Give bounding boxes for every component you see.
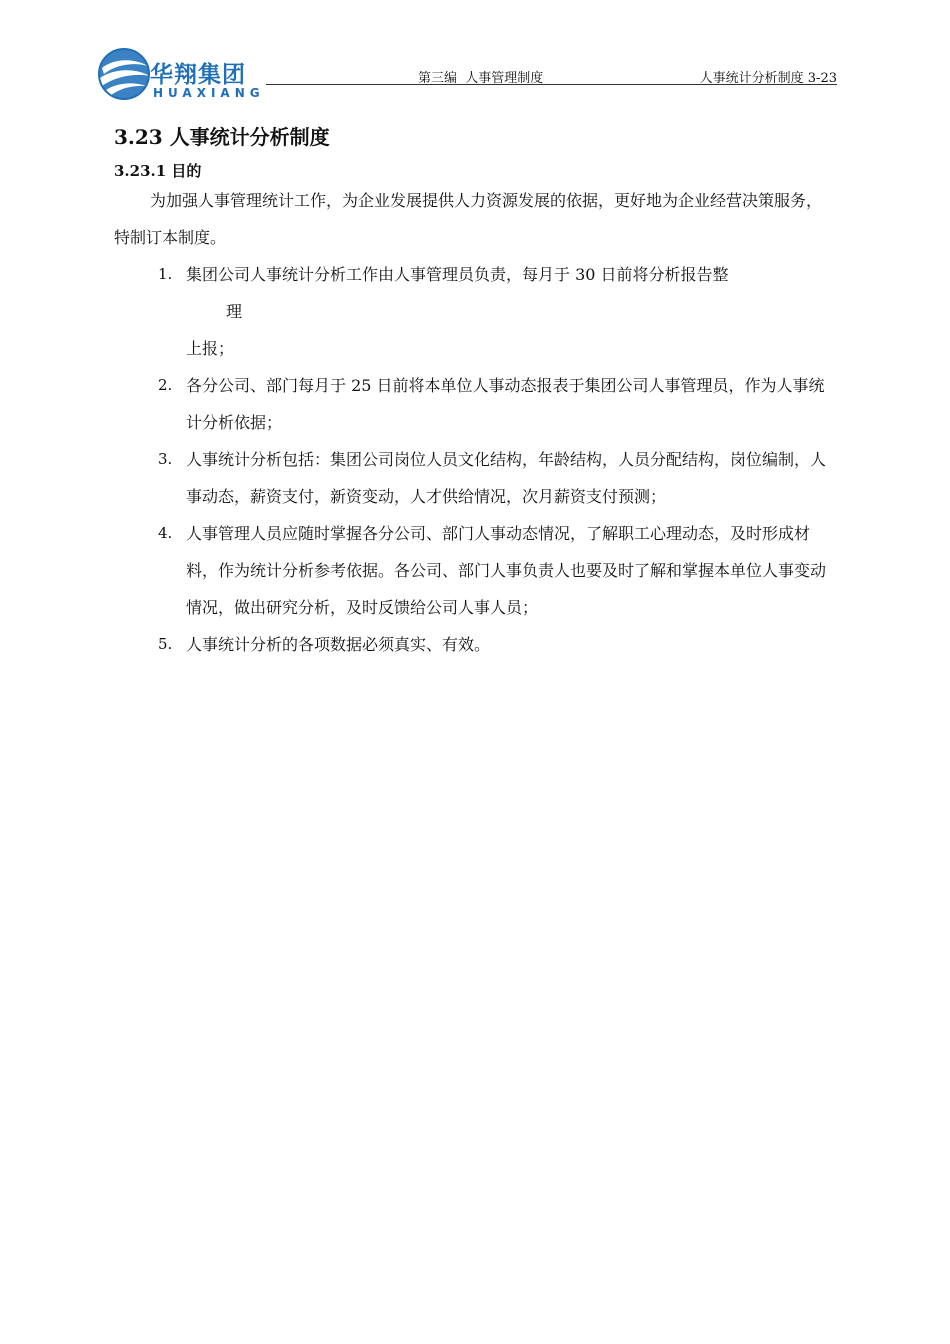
document-body	[114, 122, 836, 663]
list-item	[114, 256, 836, 367]
header-rule	[266, 84, 837, 85]
intro-paragraph: 为加强人事管理统计工作，为企业发展提供人力资源发展的依据，更好地为企业经营决策服务，特制订本制度。	[114, 191, 823, 247]
company-logo	[96, 46, 286, 102]
list-item	[114, 441, 836, 515]
header-document-ref: 人事统计分析制度 3-23	[699, 71, 837, 86]
rules-list	[114, 256, 836, 663]
section-title: 3.23 人事统计分析制度	[114, 125, 330, 149]
list-item	[114, 367, 836, 441]
logo-english-name: HUAXIANG	[153, 86, 265, 100]
list-item	[114, 626, 836, 663]
list-item-text: 人事管理人员应随时掌握各分公司、部门人事动态情况，了解职工心理动态，及时形成材料，作为统计分析参考依据。各公司、部门人事负责人也要及时了解和掌握本单位人事变动情况，做出研究分析，及时反馈给公司人事人员；	[186, 524, 827, 617]
list-item-text: 人事统计分析的各项数据必须真实、有效。	[186, 635, 491, 654]
list-item-number: 4.	[158, 524, 173, 542]
subsection-title: 3.23.1 目的	[114, 162, 202, 180]
list-item-text: 人事统计分析包括：集团公司岗位人员文化结构，年龄结构，人员分配结构，岗位编制，人事动态，薪资支付，新资变动，人才供给情况，次月薪资支付预测；	[186, 450, 827, 506]
list-item	[114, 515, 836, 626]
globe-swoosh-icon	[96, 46, 152, 102]
list-item-number: 5.	[158, 635, 173, 653]
list-item-number: 1.	[158, 265, 173, 283]
list-item-continuation: 上报；	[186, 339, 235, 358]
header-section-label: 第三编 人事管理制度	[418, 71, 544, 86]
logo-chinese-name: 华翔集团	[150, 62, 246, 88]
page-header	[96, 40, 837, 100]
list-item-continuation: 理	[226, 302, 243, 321]
list-item-text: 集团公司人事统计分析工作由人事管理员负责，每月于 30 日前将分析报告整	[186, 265, 729, 284]
list-item-text: 各分公司、部门每月于 25 日前将本单位人事动态报表于集团公司人事管理员，作为人事统计分析依据；	[186, 376, 825, 432]
list-item-number: 2.	[158, 376, 173, 394]
list-item-number: 3.	[158, 450, 173, 468]
